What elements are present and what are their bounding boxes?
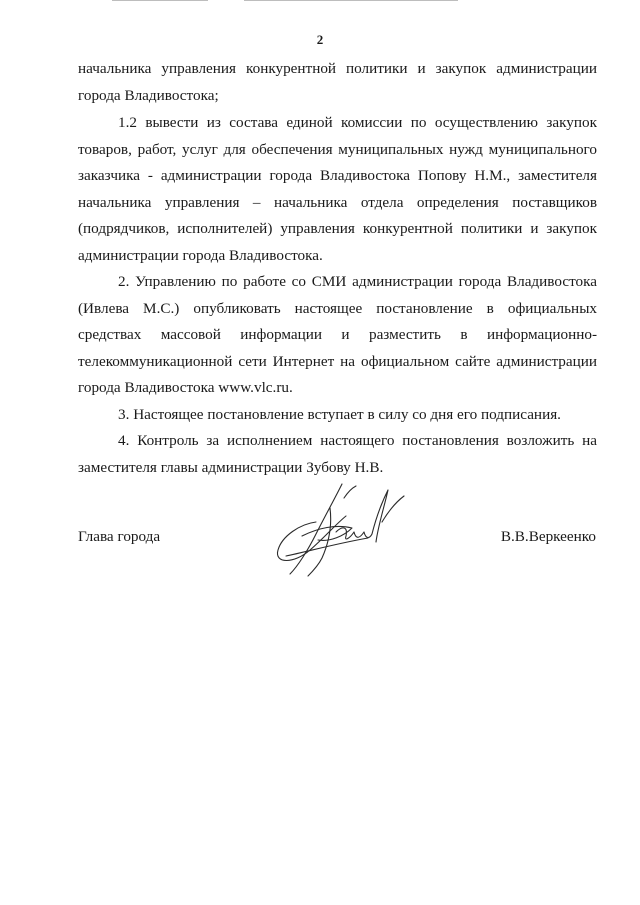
- scan-artifact-line: [244, 0, 458, 1]
- signer-name: В.В.Веркеенко: [500, 528, 596, 545]
- text-line: товаров, работ, услуг для обеспечения муниципальных нужд муниципального: [78, 141, 597, 158]
- text-line: города Владивостока;: [78, 87, 219, 104]
- text-line: (Ивлева М.С.) опубликовать настоящее постановление в официальных: [78, 300, 597, 317]
- text-line: начальника управления конкурентной политики и закупок администрации: [78, 60, 597, 77]
- text-line: 4. Контроль за исполнением настоящего постановления возложить на: [118, 432, 597, 449]
- text-line: телекоммуникационной сети Интернет на официальном сайте администрации: [78, 353, 597, 370]
- text-line: 3. Настоящее постановление вступает в силу со дня его подписания.: [118, 406, 561, 423]
- text-line: начальника управления – начальника отдела определения поставщиков: [78, 194, 597, 211]
- handwritten-signature: [272, 478, 412, 584]
- scan-artifact-line: [112, 0, 208, 1]
- signer-position: Глава города: [78, 528, 161, 545]
- text-line: средствах массовой информации и разместить в информационно-: [78, 326, 597, 343]
- text-line: администрации города Владивостока.: [78, 247, 323, 264]
- page-number: 2: [316, 32, 324, 47]
- text-line: (подрядчиков, исполнителей) управления конкурентной политики и закупок: [78, 220, 597, 237]
- text-line: города Владивостока www.vlc.ru.: [78, 379, 293, 396]
- text-line: заказчика - администрации города Владивостока Попову Н.М., заместителя: [78, 167, 597, 184]
- text-line: 1.2 вывести из состава единой комиссии по осуществлению закупок: [118, 114, 597, 131]
- text-line: 2. Управлению по работе со СМИ администрации города Владивостока: [118, 273, 597, 290]
- text-line: заместителя главы администрации Зубову Н.В.: [78, 459, 384, 476]
